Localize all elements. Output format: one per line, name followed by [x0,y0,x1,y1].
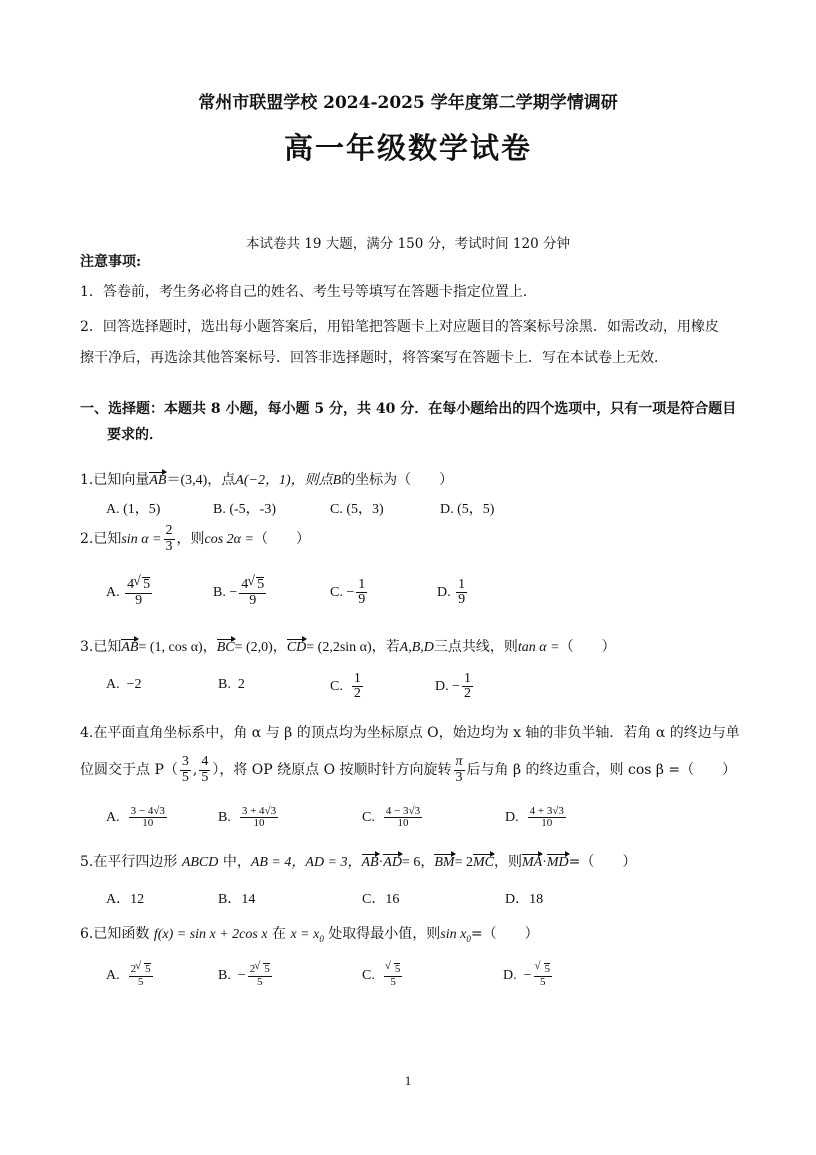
q2-text-a: 2.已知 [80,531,122,547]
q3-option-a [106,677,142,693]
q4-p-x-den: 5 [181,769,189,785]
q6-b-den: 5 [257,975,263,988]
q4-a-den: 10 [142,817,154,830]
q4-p-x-num: 3 [181,753,189,769]
q6-b-sign: − [237,968,246,983]
question-6-stem [80,923,539,944]
q4-l2b: ），将 OP 绕原点 O 按顺时针方向旋转 [212,762,452,778]
q3-d-den: 2 [464,686,472,702]
q5-vector-ab: AB [361,855,379,870]
q4-p-y-den: 5 [201,769,209,785]
q2-option-b [213,573,268,613]
exam-title: 高一年级数学试卷 [283,131,532,165]
q4-d-num: 4 + 3√3 [529,804,564,817]
q3-expr-2: = (2,0)， [234,640,287,655]
q1-vector-ab: AB [149,473,167,488]
q6-text-f [440,927,471,942]
q3-b-value: 2 [237,677,245,692]
q5-option-d: D．18 [505,892,544,907]
q2-c-label: C. [330,585,343,600]
q6-sin-sub: 0 [466,933,471,944]
q3-c-fraction [352,672,363,702]
q6-c-rad: √ 5 [394,963,401,976]
q6-c-label: C. [362,968,375,983]
q3-c-label: C. [330,679,343,694]
q2-b-label: B. [213,585,226,600]
q3-d-label: D. [435,679,449,694]
q5-text-i: =（ ） [568,854,637,870]
q6-a-den: 5 [137,975,144,988]
q2-a-fraction [125,577,152,608]
q2-c-num: 1 [358,576,366,592]
q4-b-label: B. [218,810,231,825]
q6-a-coef: 2 [130,963,137,976]
q4-p-y [199,755,210,785]
notes-heading: 注意事项: [80,254,142,270]
q3-expr-7: （ ） [559,639,616,655]
exam-school-title: 常州市联盟学校 2024-2025 学年度第二学期学情调研 [198,93,618,113]
q4-c-label: C. [362,810,375,825]
q5-option-c: C．16 [362,892,400,907]
section-heading-line1: 一、选择题：本题共 8 小题，每小题 5 分，共 40 分．在每小题给出的四个选项中，只有一项是符合题目 [80,401,737,417]
q3-a-value: −2 [126,677,142,692]
question-1-stem [80,469,453,489]
q5-vector-mc: MC [472,855,494,870]
question-5-stem: 5.在平行四边形 ABCD 中，AB = 4，AD = 3，AB·AD= 6，BM= 2MC，则MA·MD=（ ） [80,854,637,870]
q5-vector-bm: BM [434,855,455,870]
q1-option-d: D. (5，5) [440,502,495,517]
q6-text-e: 处取得最小值，则 [328,926,441,942]
q2-d-num: 1 [458,576,466,592]
q5-text-e: AD = 3， [305,855,362,870]
q5-text-d: AB = 4， [250,855,306,870]
q3-vector-bc: BC [216,640,235,655]
q4-a-label: A. [106,810,120,825]
q4-rot-den: 3 [455,769,463,785]
q1-text-c: A(−2，1)，则点 [235,473,333,488]
q4-option-b [218,800,280,836]
notes-item-2-line1: 2．回答选择题时，选出每小题答案后，用铅笔把答题卡上对应题目的答案标号涂黑．如需改动，用橡皮 [80,319,719,335]
q6-option-a [106,956,155,996]
q1-option-a: A. (1，5) [106,502,161,517]
q4-a-num: 3 − 4√3 [130,804,165,817]
q2-a-label: A. [106,585,120,600]
q6-option-d [503,956,554,996]
question-4-line1: 4.在平面直角坐标系中，角 α 与 β 的顶点均为坐标原点 O，始边均为 x 轴的非负半轴．若角 α 的终边与单 [80,725,740,741]
q4-option-d [505,800,568,836]
q3-a-label: A. [106,677,120,692]
q3-option-b [218,677,245,693]
q2-b-den: 9 [249,592,257,608]
q5-text-g: = 2 [454,855,473,870]
q3-option-c [330,667,365,707]
q6-a-label: A. [106,968,120,983]
q2-d-fraction [456,578,467,608]
q2-b-fraction [239,577,266,608]
q3-points: A,B,D [399,640,434,655]
q4-l2c: 后与角 β 的终边重合，则 cos β =（ ） [466,762,737,778]
q6-d-sign: − [523,968,532,983]
q6-text-c: 在 [272,926,287,942]
q3-c-num: 1 [353,670,361,686]
q3-b-label: B. [218,677,231,692]
q2-c-fraction [356,578,367,608]
notes-item-2-line2: 擦干净后，再选涂其他答案标号．回答非选择题时，将答案写在答题卡上．写在本试卷上无效． [80,350,668,366]
q6-b-coef: 2 [249,963,256,976]
q2-text-e: （ ） [253,531,310,547]
q3-expr-1: = (1, cos α)， [138,640,217,655]
q2-d-label: D. [437,585,451,600]
question-4-line2: 位圆交于点 P（ $\frac{3}{5}$ , $\frac{4}{5}$ ），将 OP 绕原点 O 按顺时针方向旋转 $\frac{\pi}{3}$ 后与角 β 的终边重合，则 cos β =（ ） [80,753,737,785]
q1-option-c: C. (5，3) [330,502,384,517]
q3-d-num: 1 [464,670,472,686]
q6-b-label: B. [218,968,231,983]
q6-text-g: =（ ） [470,926,539,942]
q5-vector-md: MD [546,855,569,870]
q5-text-h: ，则 [493,854,522,870]
q4-d-label: D. [505,810,519,825]
q2-frac-num: 2 [165,522,173,538]
q6-function: f(x) = sin x + 2cos x [153,927,268,942]
q2-frac-den: 3 [165,538,173,554]
q2-text-b: sin α = [121,532,162,547]
q1-option-b: B. (-5，-3) [213,502,276,517]
q6-sin: sin x [440,927,467,942]
q2-a-rad: √ 5 [142,577,150,593]
q3-expr-6: tan α = [517,640,560,655]
q2-b-coef: 4 [241,577,249,593]
q5-text-f: = 6， [401,855,435,870]
q2-text-d: cos 2α = [204,532,254,547]
q6-d-den: 5 [540,975,546,988]
q6-text-a: 6.已知函数 [80,926,150,942]
q4-p-y-num: 4 [201,753,209,769]
q1-text-b: ＝(3,4)，点 [166,473,236,488]
q2-c-sign: − [346,585,355,600]
q6-b-rad: √ 5 [263,963,270,976]
q6-c-den: 5 [390,975,396,988]
notes-item-1: 1．答卷前，考生务必将自己的姓名、考生号等填写在答题卡指定位置上． [80,284,537,300]
q1-text-e: 的坐标为（ ） [341,472,454,488]
q5-option-a: A．12 [106,892,145,907]
q6-x-eq: x = x [290,927,320,942]
q3-vector-ab: AB [121,640,139,655]
q6-a-rad: √ 5 [144,963,151,976]
q3-expr-3: = (2,2sin α)，若 [306,640,400,655]
q6-option-c [362,956,404,996]
page-number: 1 [404,1073,412,1088]
q2-option-c [330,573,369,613]
q1-text-d: B [332,473,342,488]
q4-c-num: 4 − 3√3 [385,804,421,817]
q2-a-den: 9 [135,592,143,608]
q5-vector-ad: AD [383,855,402,870]
q4-c-den: 10 [397,817,409,830]
q6-d-rad: √ 5 [544,963,551,976]
q2-b-rad: √ 5 [256,577,264,593]
q4-b-num: 3 + 4√3 [241,804,277,817]
q4-option-a [106,800,169,836]
q3-option-d [435,667,475,707]
q6-x-sub: 0 [319,933,324,944]
q5-text-a: 5.在平行四边形 [80,854,178,870]
q1-text-a: 1.已知向量 [80,472,150,488]
q5-text-c: 中， [222,854,251,870]
q3-d-fraction [462,672,473,702]
q3-vector-cd: CD [286,640,307,655]
question-3-stem [80,636,616,656]
q4-rotation [454,755,465,785]
exam-info: 本试卷共 19 大题，满分 150 分，考试时间 120 分钟 [246,236,570,252]
q2-text-c: ，则 [176,531,205,547]
q5-vector-ma: MA [521,855,543,870]
question-2-stem [80,519,310,560]
q2-d-den: 9 [458,592,466,608]
q2-c-den: 9 [358,592,366,608]
q6-text-d [290,927,323,942]
q5-text-b: ABCD [181,855,219,870]
q3-expr-5: 三点共线，则 [433,639,518,655]
q4-option-c [362,800,424,836]
q4-d-den: 10 [541,817,553,830]
q2-b-sign: − [229,585,238,600]
q4-p-x [180,755,191,785]
q5-option-b: B．14 [218,892,256,907]
q2-option-a [106,573,154,613]
q3-c-den: 2 [353,686,361,702]
q2-fraction [164,524,175,554]
q6-option-b [218,956,274,996]
q3-d-sign: − [452,679,461,694]
q4-b-den: 10 [253,817,265,830]
section-heading-line2: 要求的． [107,427,163,443]
q2-option-d [437,573,469,613]
q3-text-a: 3.已知 [80,639,122,655]
q6-d-label: D. [503,968,517,983]
q4-rot-num: π [455,753,463,769]
q2-a-coef: 4 [127,577,135,593]
q4-l2a: 位圆交于点 P（ [80,762,178,778]
